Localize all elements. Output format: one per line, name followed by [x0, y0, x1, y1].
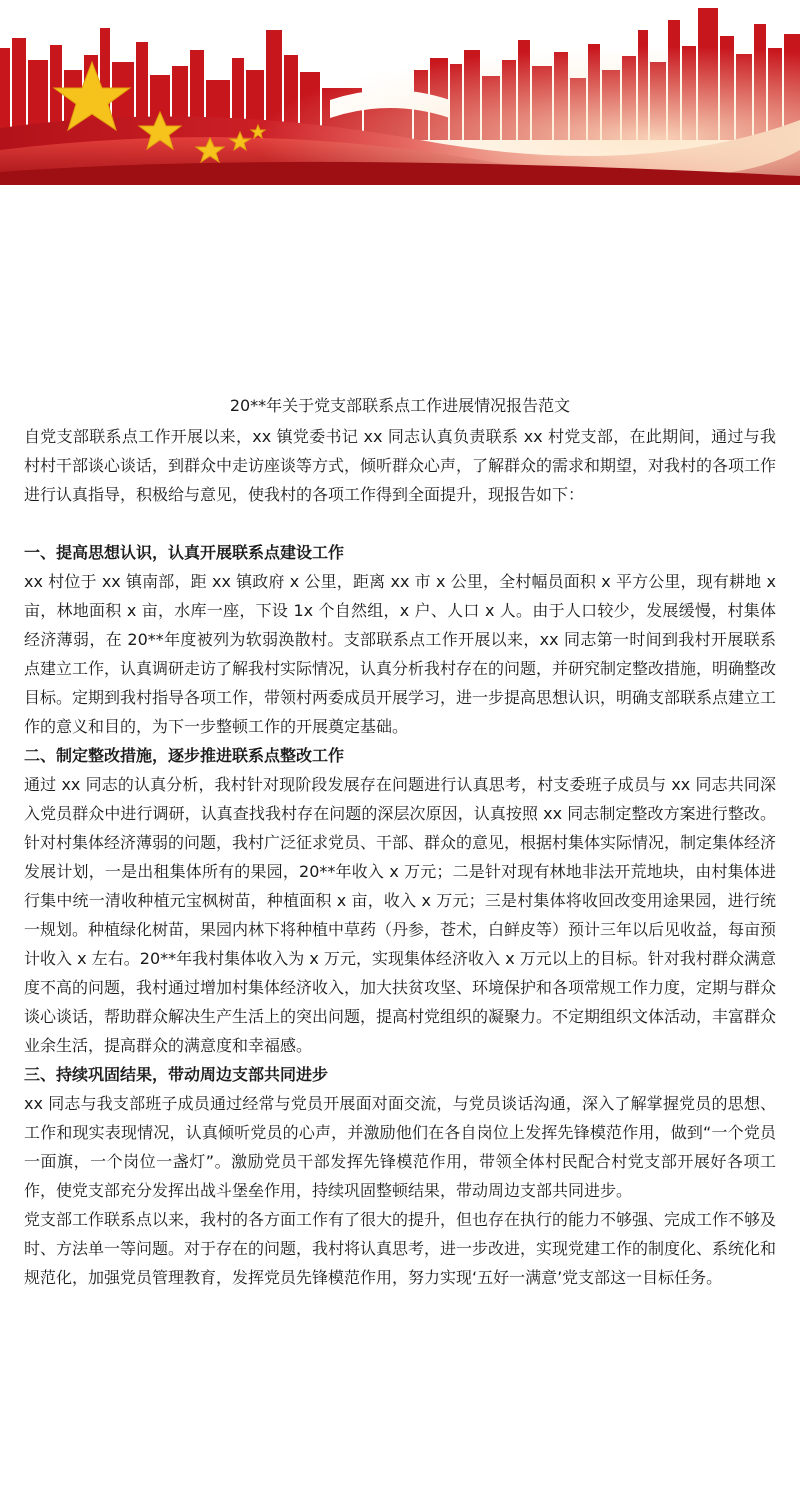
section-2-heading: 二、制定整改措施，逐步推进联系点整改工作 [24, 746, 345, 765]
section-3-heading: 三、持续巩固结果，带动周边支部共同进步 [24, 1065, 329, 1084]
intro-paragraph: 自党支部联系点工作开展以来，xx 镇党委书记 xx 同志认真负责联系 xx 村党支部，在此期间，通过与我村村干部谈心谈话，到群众中走访座谈等方式，倾听群众心声，了解群众的需求和期望，对我村的各项工作进行认真指导，积极给与意见，使我村的各项工作得到全面提升，现报告如下： [24, 427, 777, 504]
conclusion-paragraph: 党支部工作联系点以来，我村的各方面工作有了很大的提升，但也存在执行的能力不够强、完成工作不够及时、方法单一等问题。对于存在的问题，我村将认真思考，进一步改进，实现党建工作的制度化、系统化和规范化，加强党员管理教育，发挥党员先锋模范作用，努力实现‘五好一满意’党支部这一目标任务。 [24, 1210, 777, 1287]
section-3-body: xx 同志与我支部班子成员通过经常与党员开展面对面交流，与党员谈话沟通，深入了解掌握党员的思想、工作和现实表现情况，认真倾听党员的心声，并激励他们在各自岗位上发挥先锋模范作用，做到“一个党员一面旗，一个岗位一盏灯”。激励党员干部发挥先锋模范作用，带领全体村民配合村党支部开展好各项工作，使党支部充分发挥出战斗堡垒作用，持续巩固整顿结果，带动周边支部共同进步。 [24, 1094, 776, 1200]
section-1-body: xx 村位于 xx 镇南部，距 xx 镇政府 x 公里，距离 xx 市 x 公里，全村幅员面积 x 平方公里，现有耕地 x 亩，林地面积 x 亩，水库一座，下设 1x 个自然组，x 户、人口 x 人。由于人口较少，发展缓慢，村集体经济薄弱，在 20**年度被列为软弱涣散村。支部联系点工作开展以来，xx 同志第一时间到我村开展联系点建立工作，认真调研走访了解我村实际情况，认真分析我村存在的问题，并研究制定整改措施，明确整改目标。定期到我村指导各项工作，带领村两委成员开展学习，进一步提高思想认识，明确支部联系点建立工作的意义和目的，为下一步整顿工作的开展奠定基础。 [24, 572, 777, 736]
section-2-body: 通过 xx 同志的认真分析，我村针对现阶段发展存在问题进行认真思考，村支委班子成员与 xx 同志共同深入党员群众中进行调研，认真查找我村存在问题的深层次原因，认真按照 xx 同志制定整改方案进行整改。针对村集体经济薄弱的问题，我村广泛征求党员、干部、群众的意见，根据村集体实际情况，制定集体经济发展计划，一是出租集体所有的果园，20**年收入 x 万元；二是针对现有林地非法开荒地块，由村集体进行集中统一清收种植元宝枫树苗，种植面积 x 亩，收入 x 万元；三是村集体将收回改变用途果园，进行统一规划。种植绿化树苗，果园内林下将种植中草药（丹参，苍术，白鲜皮等）预计三年以后见收益，每亩预计收入 x 左右。20**年我村集体收入为 x 万元，实现集体经济收入 x 万元以上的目标。针对我村群众满意度不高的问题，我村通过增加村集体经济收入，加大扶贫攻坚、环境保护和各项常规工作力度，定期与群众谈心谈话，帮助群众解决生产生活上的突出问题，提高村党组织的凝聚力。不定期组织文体活动，丰富群众业余生活，提高群众的满意度和幸福感。 [24, 775, 777, 1055]
section-1-heading: 一、提高思想认识，认真开展联系点建设工作 [24, 543, 345, 562]
report-document [24, 392, 776, 1292]
paragraph-gap [24, 509, 776, 538]
document-title: 20**年关于党支部联系点工作进展情况报告范文 [229, 396, 571, 415]
header-banner [0, 0, 800, 185]
